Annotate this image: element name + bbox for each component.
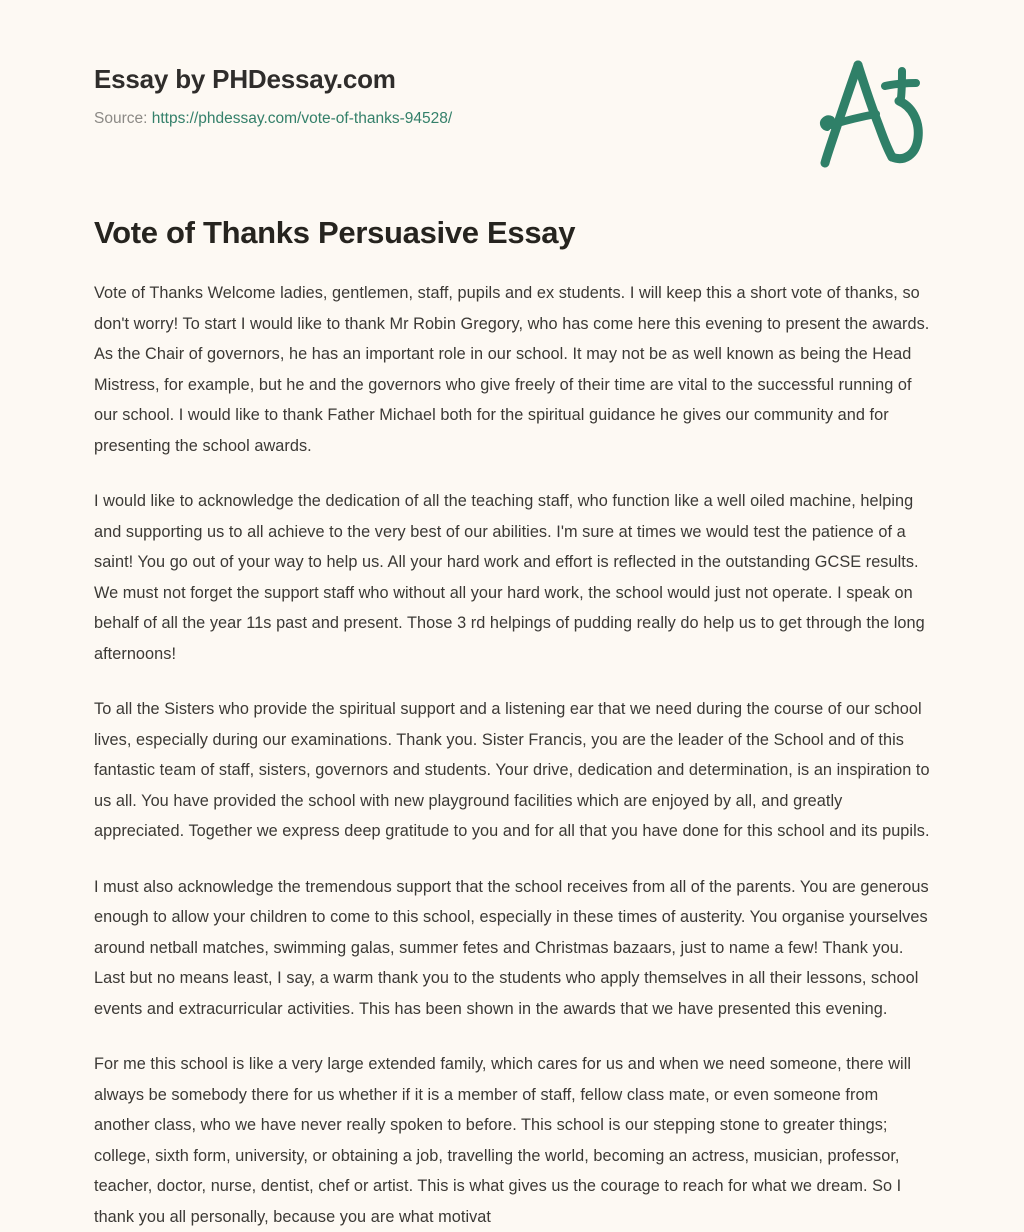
source-line [94,109,734,129]
aplus-logo [806,58,936,176]
source-url-link[interactable]: https://phdessay.com/vote-of-thanks-94528/ [151,110,453,128]
essay-paragraph: I would like to acknowledge the dedication of all the teaching staff, who function like a well oiled machine, helping and supporting us to all achieve to the very best of our abilities. I'm sure at times we would test the patience of a saint! You go out of your way to help us. All your hard work and effort is reflected in the outstanding GCSE results. We must not forget the support staff who without all your hard work, the school would just not operate. I speak on behalf of all the year 11s past and present. Those 3 rd helpings of pudding really do help us to get through the long afternoons! [94,492,925,663]
essay-paragraph: I must also acknowledge the tremendous support that the school receives from all of the parents. You are generous enough to allow your children to come to this school, especially in these times of austerity. You organise yourselves around netball matches, swimming galas, summer fetes and Christmas bazaars, just to name a few! Thank you. Last but no means least, I say, a warm thank you to the students who apply themselves in all their lessons, school events and extracurricular activities. This has been shown in the awards that we have presented this evening. [94,877,929,1018]
essay-paragraph: For me this school is like a very large extended family, which cares for us and when we need someone, there will always be somebody there for us whether if it is a member of staff, fellow class mate, or even someone from another class, who we have never really spoken to before. This school is our stepping stone to greater things; college, sixth form, university, or obtaining a job, travelling the world, becoming an actress, musician, professor, teacher, doctor, nurse, dentist, chef or artist. This is what gives us the courage to reach for what we dream. So I thank you all personally, because you are what motivat [94,1055,912,1226]
source-label: Source: [94,110,148,128]
brand-block [94,64,734,129]
essay-body [94,278,936,1232]
page-header [0,0,1024,190]
aplus-logo-icon [806,58,936,176]
brand-title: Essay by PHDessay.com [94,64,396,94]
essay-paragraph: Vote of Thanks Welcome ladies, gentlemen, staff, pupils and ex students. I will keep this a short vote of thanks, so don't worry! To start I would like to thank Mr Robin Gregory, who has come here this evening to present the awards. As the Chair of governors, he has an important role in our school. It may not be as well known as being the Head Mistress, for example, but he and the governors who give freely of their time are vital to the successful running of our school. I would like to thank Father Michael both for the spiritual guidance he gives our community and for presenting the school awards. [94,284,930,455]
essay-paragraph: To all the Sisters who provide the spiritual support and a listening ear that we need during the course of our school lives, especially during our examinations. Thank you. Sister Francis, you are the leader of the School and of this fantastic team of staff, sisters, governors and students. Your drive, dedication and determination, is an inspiration to us all. You have provided the school with new playground facilities which are enjoyed by all, and greatly appreciated. Together we express deep gratitude to you and for all that you have done for this school and its pupils. [94,700,930,840]
page-title: Vote of Thanks Persuasive Essay [94,215,576,250]
